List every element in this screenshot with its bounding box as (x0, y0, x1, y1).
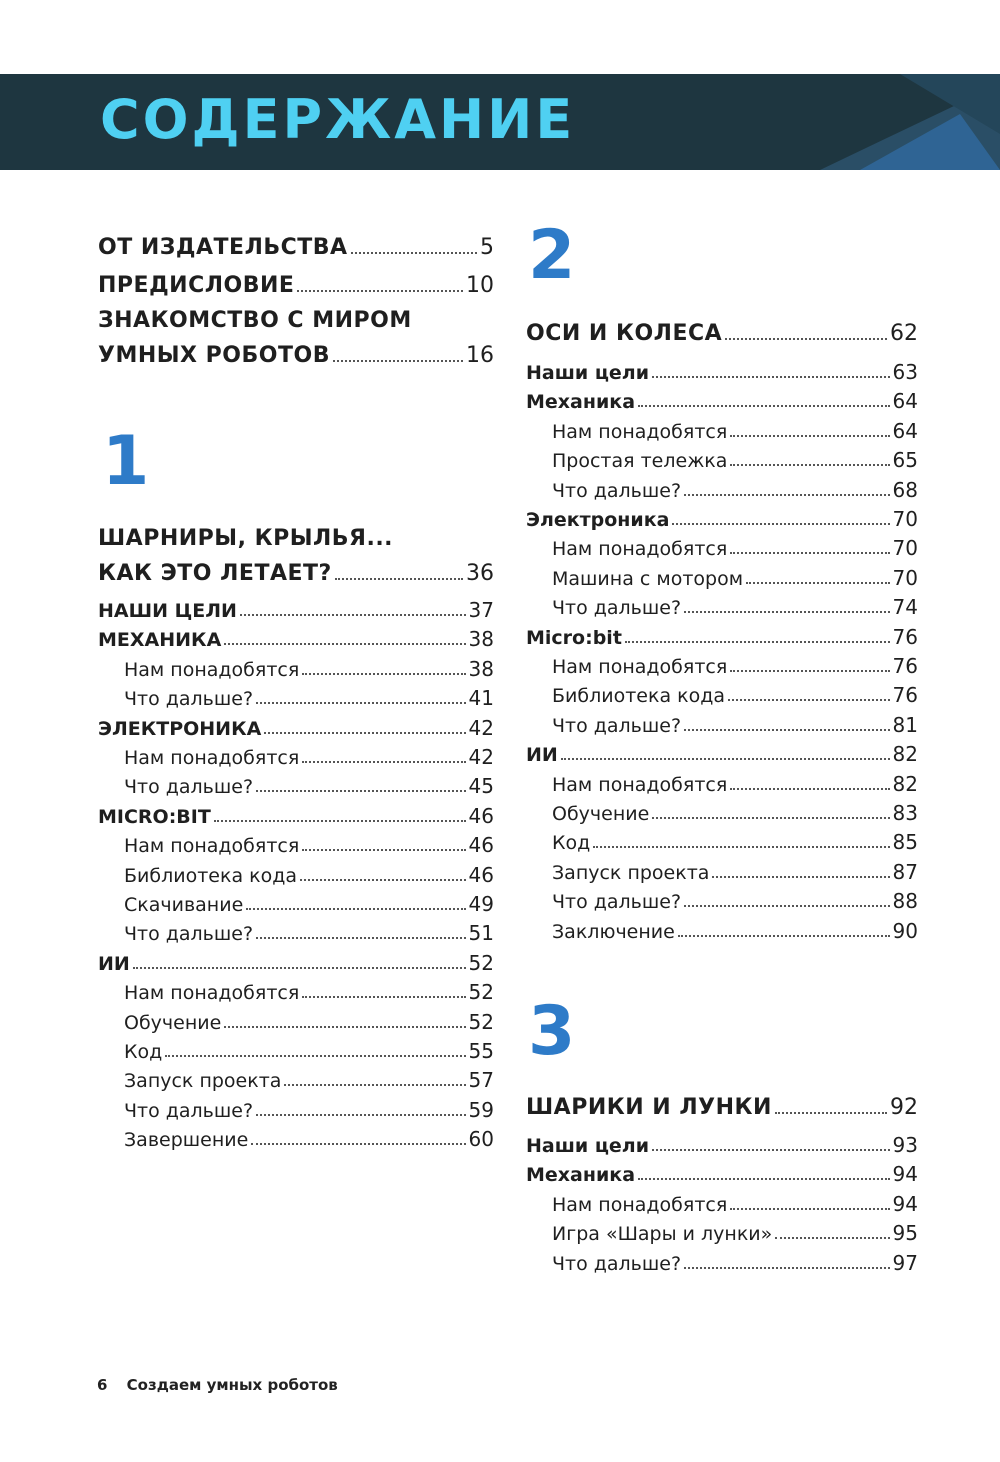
entry-label: Нам понадобятся (124, 747, 300, 769)
dot-leader (728, 699, 890, 701)
dot-leader (775, 1112, 887, 1114)
entry-label: Заключение (552, 920, 675, 943)
entry-label: ПРЕДИСЛОВИЕ (98, 273, 295, 298)
dot-leader (678, 935, 890, 937)
toc-entry-front-2[interactable] (98, 268, 494, 298)
toc-entry-intro[interactable] (98, 338, 494, 368)
entry-label: Micro:bit (526, 626, 622, 649)
entry-page: 52 (468, 950, 494, 975)
entry-label: ЭЛЕКТРОНИКА (98, 717, 262, 740)
dot-leader (284, 1084, 465, 1086)
dot-leader (335, 578, 463, 580)
dot-leader (224, 1026, 465, 1028)
toc-subsection-entry[interactable] (526, 1215, 918, 1245)
dot-leader (302, 673, 465, 675)
dot-leader (684, 494, 890, 496)
toc-section-entry[interactable] (526, 1127, 918, 1157)
dot-leader (224, 643, 465, 645)
chapter-number-2: 2 (528, 216, 576, 295)
entry-label: Что дальше? (124, 1099, 254, 1122)
toc-subsection-entry[interactable] (98, 974, 494, 1004)
toc-subsection-entry[interactable] (526, 883, 918, 913)
entry-page: 60 (468, 1127, 494, 1152)
entry-label: МЕХАНИКА (98, 629, 222, 652)
entry-page: 59 (468, 1097, 494, 1122)
toc-subsection-entry[interactable] (98, 1062, 494, 1092)
dot-leader (561, 758, 890, 760)
toc-entry-front-1[interactable] (98, 230, 494, 260)
entry-label: Нам понадобятся (124, 658, 300, 681)
entry-page: 55 (468, 1039, 494, 1063)
dot-leader (214, 820, 466, 822)
entry-page: 70 (892, 536, 918, 561)
dot-leader (240, 614, 466, 616)
dot-leader (730, 670, 889, 672)
toc-subsection-entry[interactable] (526, 1186, 918, 1216)
entry-page: 37 (468, 598, 494, 622)
toc-subsection-entry[interactable] (526, 648, 918, 678)
entry-page: 74 (892, 595, 918, 620)
entry-page: 88 (892, 889, 918, 914)
dot-leader (712, 876, 889, 878)
entry-label: УМНЫХ РОБОТОВ (98, 343, 330, 368)
entry-label: ОСИ И КОЛЕСА (526, 321, 723, 346)
entry-label: Нам понадобятся (552, 656, 728, 678)
dot-leader (746, 582, 890, 584)
entry-label: Завершение (124, 1129, 249, 1152)
page-footer (97, 1376, 338, 1394)
toc-subsection-entry[interactable] (526, 795, 918, 825)
entry-page: 52 (468, 980, 494, 1005)
entry-page: 42 (468, 715, 494, 740)
entry-label: Что дальше? (552, 1252, 682, 1275)
entry-page: 87 (892, 859, 918, 884)
entry-page: 82 (892, 771, 918, 796)
dot-leader (246, 908, 465, 910)
toc-subsection-entry[interactable] (526, 589, 918, 619)
dot-leader (684, 729, 890, 731)
dot-leader (775, 1237, 889, 1239)
page-title: СОДЕРЖАНИЕ (100, 88, 576, 151)
entry-label: КАК ЭТО ЛЕТАЕТ? (98, 561, 332, 586)
dot-leader (256, 1114, 466, 1116)
chapter1-title-line1: ШАРНИРЫ, КРЫЛЬЯ... (98, 526, 394, 551)
dot-leader (625, 641, 890, 643)
entry-label: Что дальше? (124, 688, 254, 711)
entry-page: 46 (468, 833, 494, 858)
header-banner (0, 74, 1000, 170)
entry-label: Электроника (526, 509, 670, 531)
entry-label: Библиотека кода (552, 685, 726, 708)
entry-page: 82 (892, 742, 918, 767)
entry-page: 5 (480, 235, 494, 260)
toc-section-entry[interactable] (526, 736, 918, 766)
entry-page: 46 (468, 803, 494, 828)
entry-label: ОТ ИЗДАТЕЛЬСТВА (98, 235, 348, 260)
dot-leader (730, 552, 889, 554)
entry-page: 93 (892, 1133, 918, 1157)
dot-leader (672, 523, 889, 525)
toc-subsection-entry[interactable] (98, 915, 494, 945)
entry-page: 92 (890, 1095, 918, 1120)
dot-leader (351, 252, 477, 254)
entry-label: Код (552, 832, 591, 855)
toc-section-entry[interactable] (98, 710, 494, 740)
toc-subsection-entry[interactable] (526, 472, 918, 502)
entry-page: 41 (468, 686, 494, 711)
entry-page: 49 (468, 892, 494, 916)
dot-leader (302, 996, 465, 998)
toc-section-entry[interactable] (98, 592, 494, 622)
toc-subsection-entry[interactable] (98, 768, 494, 798)
entry-label: Наши цели (526, 362, 650, 384)
toc-subsection-entry[interactable] (98, 827, 494, 857)
entry-label: Нам понадобятся (124, 835, 300, 858)
dot-leader (256, 790, 466, 792)
toc-subsection-entry[interactable] (526, 854, 918, 884)
toc-subsection-entry[interactable] (526, 677, 918, 707)
dot-leader (256, 702, 466, 704)
entry-label: MICRO:BIT (98, 805, 211, 828)
entry-label: Машина с мотором (552, 567, 744, 590)
entry-label: Нам понадобятся (552, 420, 728, 443)
dot-leader (638, 405, 890, 407)
entry-label: Простая тележка (552, 450, 728, 473)
entry-label: Что дальше? (552, 597, 682, 620)
entry-page: 76 (892, 683, 918, 708)
toc-section-entry[interactable] (98, 798, 494, 828)
entry-page: 94 (892, 1191, 918, 1216)
entry-page: 38 (468, 656, 494, 681)
toc-entry-chapter2[interactable] (526, 316, 918, 346)
entry-label: Что дальше? (552, 891, 682, 914)
toc-subsection-entry[interactable] (526, 413, 918, 443)
dot-leader (652, 817, 889, 819)
toc-subsection-entry[interactable] (98, 886, 494, 916)
toc-section-entry[interactable] (526, 354, 918, 384)
toc-entry-chapter1[interactable] (98, 556, 494, 586)
toc-section-entry[interactable] (98, 621, 494, 651)
entry-label: Механика (526, 391, 636, 414)
entry-label: ИИ (98, 952, 130, 975)
dot-leader (725, 338, 887, 340)
entry-label: Нам понадобятся (552, 773, 728, 796)
dot-leader (165, 1055, 465, 1057)
toc-subsection-entry[interactable] (98, 739, 494, 769)
dot-leader (297, 290, 463, 292)
dot-leader (256, 937, 466, 939)
toc-section-entry[interactable] (526, 383, 918, 413)
toc-subsection-entry[interactable] (98, 680, 494, 710)
toc-subsection-entry[interactable] (98, 1121, 494, 1151)
entry-page: 70 (892, 565, 918, 590)
toc-section-entry[interactable] (526, 501, 918, 531)
toc-subsection-entry[interactable] (526, 913, 918, 943)
entry-label: Что дальше? (552, 714, 682, 737)
toc-subsection-entry[interactable] (526, 824, 918, 854)
dot-leader (730, 435, 889, 437)
entry-page: 68 (892, 477, 918, 502)
entry-page: 63 (892, 360, 918, 384)
entry-label: Что дальше? (124, 776, 254, 799)
toc-subsection-entry[interactable] (98, 857, 494, 887)
chapter-number-3: 3 (528, 992, 576, 1071)
entry-page: 42 (468, 745, 494, 769)
entry-label: НАШИ ЦЕЛИ (98, 600, 237, 622)
entry-page: 83 (892, 801, 918, 825)
chapter-number-1: 1 (102, 422, 150, 501)
entry-page: 64 (892, 418, 918, 443)
dot-leader (593, 846, 889, 848)
toc-section-entry[interactable] (526, 1156, 918, 1186)
entry-page: 62 (890, 321, 918, 346)
dot-leader (730, 464, 889, 466)
entry-label: Запуск проекта (552, 861, 710, 884)
entry-page: 95 (892, 1221, 918, 1246)
dot-leader (133, 967, 466, 969)
entry-page: 38 (468, 627, 494, 652)
entry-page: 64 (892, 389, 918, 414)
entry-page: 46 (468, 862, 494, 887)
entry-label: Нам понадобятся (552, 1193, 728, 1216)
entry-label: Обучение (124, 1011, 222, 1034)
footer-page-number: 6 (97, 1376, 108, 1394)
entry-label: Код (124, 1041, 163, 1063)
entry-page: 51 (468, 921, 494, 946)
entry-page: 52 (468, 1009, 494, 1034)
entry-label: Игра «Шары и лунки» (552, 1223, 773, 1246)
entry-page: 65 (892, 448, 918, 473)
entry-label: Что дальше? (124, 923, 254, 946)
entry-page: 97 (892, 1250, 918, 1275)
entry-label: Механика (526, 1164, 636, 1187)
toc-subsection-entry[interactable] (526, 707, 918, 737)
dot-leader (730, 788, 889, 790)
entry-page: 36 (466, 561, 494, 586)
toc-subsection-entry[interactable] (526, 530, 918, 560)
toc-subsection-entry[interactable] (526, 766, 918, 796)
entry-label: Что дальше? (552, 479, 682, 502)
dot-leader (652, 1149, 890, 1151)
toc-entry-chapter3[interactable] (526, 1090, 918, 1120)
entry-page: 81 (892, 712, 918, 737)
dot-leader (684, 1267, 890, 1269)
entry-label: Нам понадобятся (124, 982, 300, 1005)
toc-subsection-entry[interactable] (98, 651, 494, 681)
dot-leader (251, 1143, 465, 1145)
entry-page: 76 (892, 654, 918, 678)
entry-page: 90 (892, 918, 918, 943)
dot-leader (302, 849, 465, 851)
entry-label: ШАРИКИ И ЛУНКИ (526, 1095, 772, 1120)
entry-page: 10 (466, 273, 494, 298)
dot-leader (684, 611, 890, 613)
entry-page: 94 (892, 1162, 918, 1187)
toc-subsection-entry[interactable] (526, 1245, 918, 1275)
dot-leader (638, 1178, 890, 1180)
dot-leader (652, 376, 890, 378)
entry-label: ИИ (526, 744, 558, 767)
dot-leader (684, 905, 890, 907)
dot-leader (730, 1208, 889, 1210)
toc-subsection-entry[interactable] (526, 442, 918, 472)
entry-label: Наши цели (526, 1135, 650, 1157)
entry-page: 16 (466, 343, 494, 368)
entry-label: Скачивание (124, 894, 244, 916)
entry-page: 70 (892, 507, 918, 531)
dot-leader (264, 732, 465, 734)
intro-title-line1: ЗНАКОМСТВО С МИРОМ (98, 308, 412, 333)
entry-label: Запуск проекта (124, 1070, 282, 1093)
entry-label: Нам понадобятся (552, 538, 728, 561)
entry-page: 45 (468, 774, 494, 799)
dot-leader (302, 761, 465, 763)
entry-page: 85 (892, 830, 918, 855)
toc-subsection-entry[interactable] (98, 1092, 494, 1122)
toc-section-entry[interactable] (526, 619, 918, 649)
toc-subsection-entry[interactable] (526, 560, 918, 590)
toc-subsection-entry[interactable] (98, 1004, 494, 1034)
toc-section-entry[interactable] (98, 945, 494, 975)
entry-page: 76 (892, 624, 918, 649)
entry-label: Обучение (552, 803, 650, 825)
entry-page: 57 (468, 1068, 494, 1093)
dot-leader (333, 360, 463, 362)
dot-leader (300, 879, 466, 881)
entry-label: Библиотека кода (124, 864, 298, 887)
toc-subsection-entry[interactable] (98, 1033, 494, 1063)
footer-book-title: Создаем умных роботов (126, 1376, 338, 1394)
